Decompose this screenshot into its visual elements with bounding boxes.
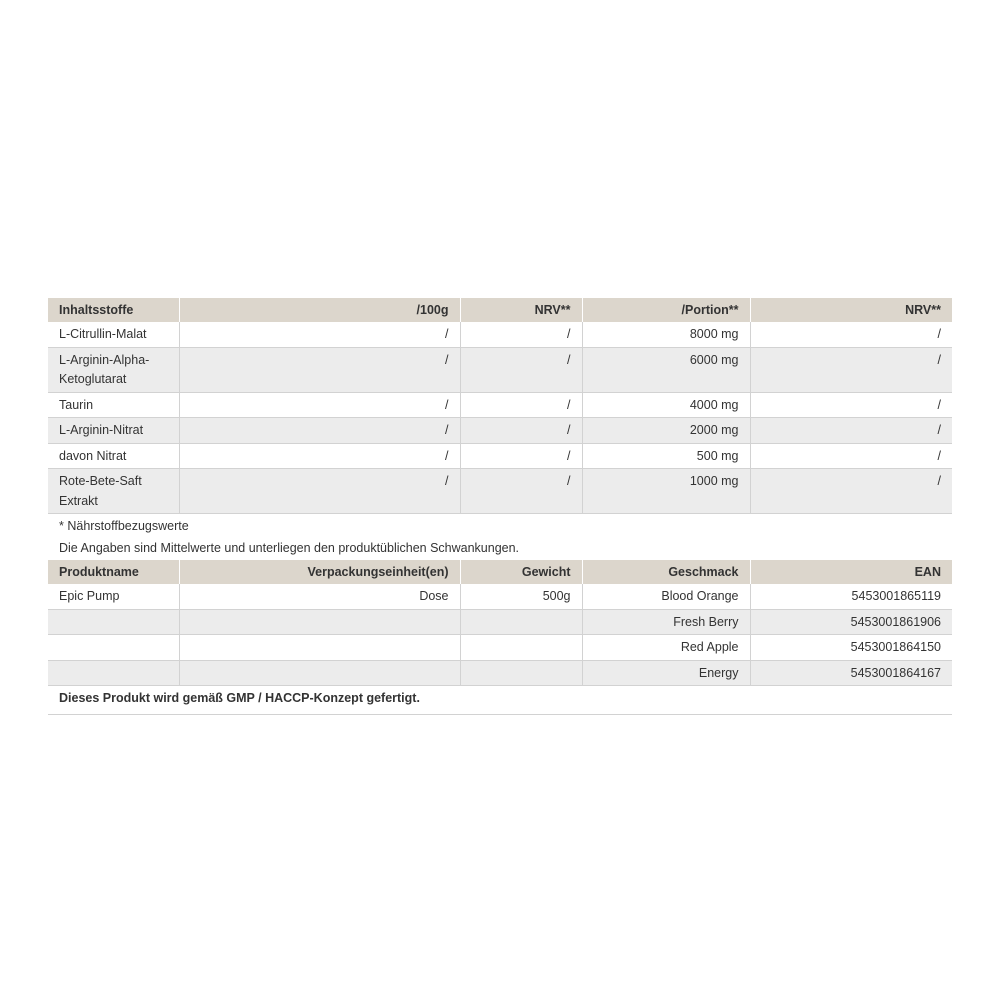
table-row	[48, 418, 952, 444]
ean: 5453001864150	[750, 635, 952, 661]
portion-value: 500 mg	[582, 443, 750, 469]
ingredient-name: Rote-Bete-Saft Extrakt	[48, 469, 179, 514]
ingredient-name: L-Arginin-Nitrat	[48, 418, 179, 444]
weight	[460, 609, 582, 635]
nutrition-header-row	[48, 298, 952, 322]
packaging-unit	[179, 635, 460, 661]
nrv-value: /	[460, 347, 582, 392]
header-weight: Gewicht	[460, 560, 582, 584]
per-100g-value: /	[179, 418, 460, 444]
ean: 5453001865119	[750, 584, 952, 609]
table-row	[48, 322, 952, 347]
nrv-portion-value: /	[750, 392, 952, 418]
header-flavor: Geschmack	[582, 560, 750, 584]
table-row	[48, 392, 952, 418]
product-info-panel	[48, 298, 952, 715]
nrv-note: * Nährstoffbezugswerte	[48, 514, 952, 537]
nrv-value: /	[460, 392, 582, 418]
nrv-portion-value: /	[750, 418, 952, 444]
nrv-note-row	[48, 514, 952, 537]
ingredient-name: Taurin	[48, 392, 179, 418]
nrv-portion-value: /	[750, 469, 952, 514]
header-nrv-portion: NRV**	[750, 298, 952, 322]
nutrition-table	[48, 298, 952, 560]
portion-value: 8000 mg	[582, 322, 750, 347]
nrv-value: /	[460, 469, 582, 514]
per-100g-value: /	[179, 392, 460, 418]
nrv-portion-value: /	[750, 443, 952, 469]
header-packaging-unit: Verpackungseinheit(en)	[179, 560, 460, 584]
nrv-portion-value: /	[750, 347, 952, 392]
product-table	[48, 560, 952, 715]
table-row	[48, 347, 952, 392]
portion-value: 6000 mg	[582, 347, 750, 392]
nrv-portion-value: /	[750, 322, 952, 347]
nrv-value: /	[460, 418, 582, 444]
portion-value: 4000 mg	[582, 392, 750, 418]
product-name	[48, 635, 179, 661]
product-name: Epic Pump	[48, 584, 179, 609]
header-per-100g: /100g	[179, 298, 460, 322]
table-row	[48, 469, 952, 514]
nrv-value: /	[460, 443, 582, 469]
average-note: Die Angaben sind Mittelwerte und unterliegen den produktüblichen Schwankungen.	[48, 536, 952, 560]
per-100g-value: /	[179, 469, 460, 514]
portion-value: 1000 mg	[582, 469, 750, 514]
table-row	[48, 584, 952, 609]
ean: 5453001861906	[750, 609, 952, 635]
flavor: Energy	[582, 660, 750, 686]
table-row	[48, 660, 952, 686]
product-name	[48, 660, 179, 686]
packaging-unit	[179, 609, 460, 635]
product-header-row	[48, 560, 952, 584]
header-nrv: NRV**	[460, 298, 582, 322]
flavor: Fresh Berry	[582, 609, 750, 635]
ingredient-name: davon Nitrat	[48, 443, 179, 469]
portion-value: 2000 mg	[582, 418, 750, 444]
ean: 5453001864167	[750, 660, 952, 686]
ingredient-name: L-Citrullin-Malat	[48, 322, 179, 347]
packaging-unit: Dose	[179, 584, 460, 609]
per-100g-value: /	[179, 443, 460, 469]
ingredient-name: L-Arginin-Alpha-Ketoglutarat	[48, 347, 179, 392]
table-row	[48, 635, 952, 661]
header-ingredients: Inhaltsstoffe	[48, 298, 179, 322]
weight	[460, 660, 582, 686]
flavor: Red Apple	[582, 635, 750, 661]
product-name	[48, 609, 179, 635]
header-ean: EAN	[750, 560, 952, 584]
footer-row	[48, 686, 952, 715]
nrv-value: /	[460, 322, 582, 347]
average-note-row	[48, 536, 952, 560]
per-100g-value: /	[179, 322, 460, 347]
table-row	[48, 609, 952, 635]
flavor: Blood Orange	[582, 584, 750, 609]
table-row	[48, 443, 952, 469]
weight	[460, 635, 582, 661]
per-100g-value: /	[179, 347, 460, 392]
header-product-name: Produktname	[48, 560, 179, 584]
header-per-portion: /Portion**	[582, 298, 750, 322]
weight: 500g	[460, 584, 582, 609]
packaging-unit	[179, 660, 460, 686]
production-note: Dieses Produkt wird gemäß GMP / HACCP-Konzept gefertigt.	[48, 686, 952, 715]
